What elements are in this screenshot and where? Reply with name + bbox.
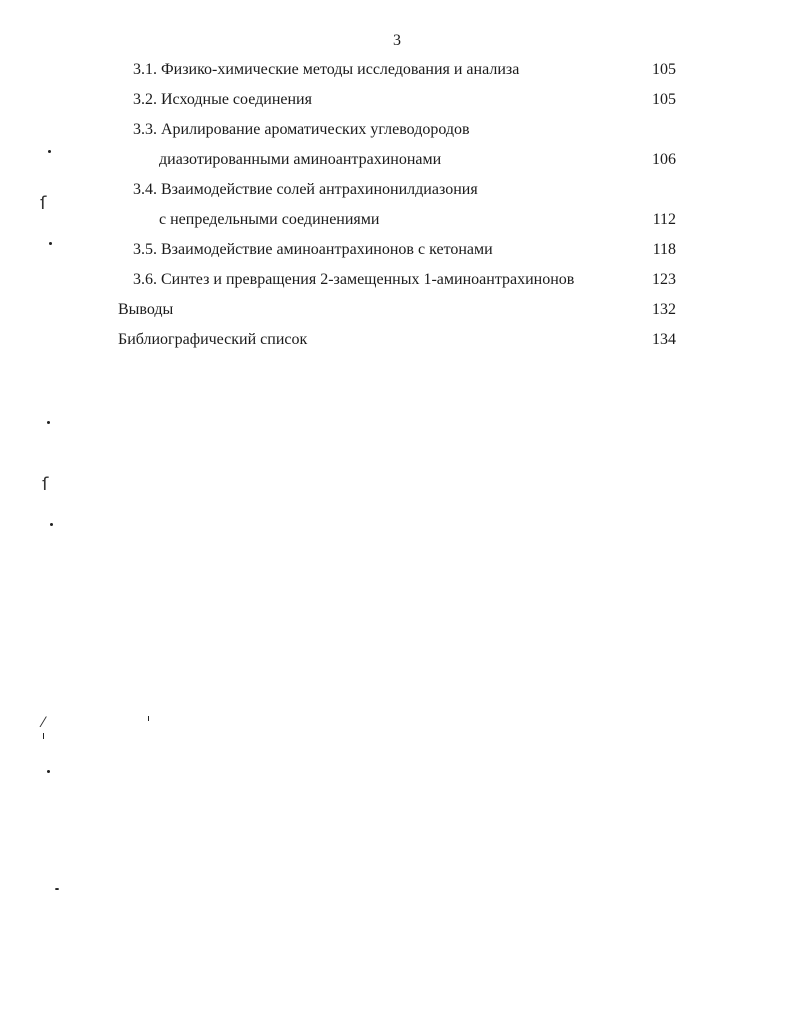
toc-entry-bibliography: Библиографический список [118,331,308,348]
toc-entry-3-1: 3.1. Физико-химические методы исследования и анализа [133,61,520,78]
toc-page-3-3: 106 [652,151,676,168]
toc-page-conclusions: 132 [652,301,676,318]
scan-speck [50,523,53,526]
toc-page-bibliography: 134 [652,331,676,348]
scan-speck [49,242,52,245]
scan-speck [47,770,50,773]
toc-entry-3-5: 3.5. Взаимодействие аминоантрахинонов с кетонами [133,241,493,258]
toc-entry-conclusions: Выводы [118,301,174,318]
scan-mark: ⁄ [42,715,45,731]
scan-mark: ſ [40,193,47,214]
toc-entry-3-4: 3.4. Взаимодействие солей антрахинонилдиазония [133,181,478,198]
scan-speck [48,150,51,153]
toc-entry-3-2: 3.2. Исходные соединения [133,91,312,108]
toc-entry-3-4-continued: с непредельными соединениями [159,211,380,228]
page-number: 3 [393,32,401,49]
scan-speck [47,421,50,424]
scan-speck [55,888,59,890]
scan-mark: ſ [42,474,49,495]
toc-page-3-6: 123 [652,271,676,288]
scan-speck [43,733,44,739]
toc-entry-3-3-continued: диазотированными аминоантрахинонами [159,151,442,168]
toc-entry-3-3: 3.3. Арилирование ароматических углеводородов [133,121,470,138]
toc-page-3-1: 105 [652,61,676,78]
scan-speck [148,716,149,721]
toc-page-3-2: 105 [652,91,676,108]
toc-entry-3-6: 3.6. Синтез и превращения 2-замещенных 1-аминоантрахинонов [133,271,575,288]
toc-page-3-4: 112 [652,211,676,228]
toc-page-3-5: 118 [652,241,676,258]
